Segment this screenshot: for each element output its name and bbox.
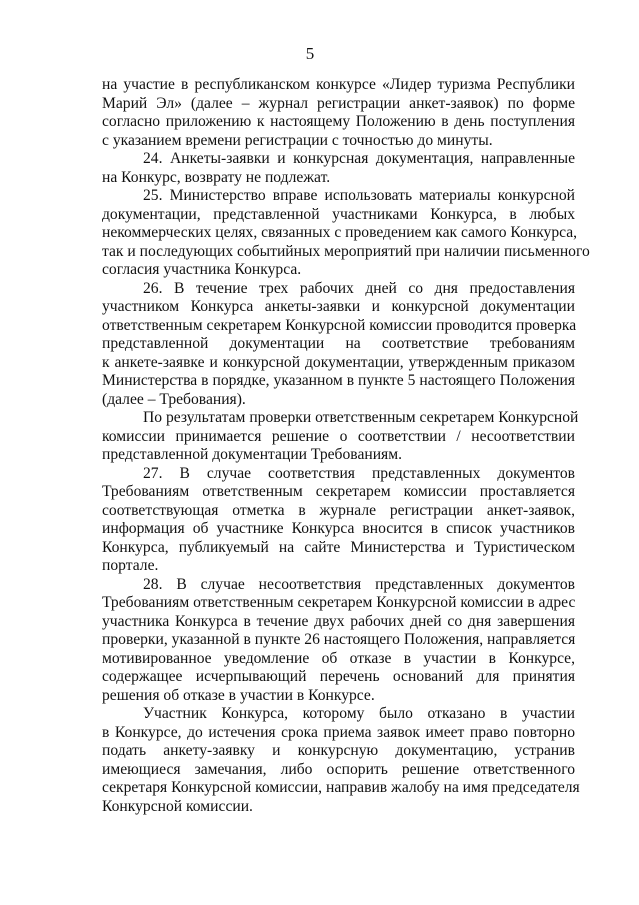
text-line: информация об участнике Конкурса вносится в список участников xyxy=(102,520,575,537)
text-line: решения об отказе в участии в Конкурсе. xyxy=(102,686,375,704)
text-line: имеющиеся замечания, либо оспорить решение ответственного xyxy=(102,760,575,778)
paragraph-25 xyxy=(102,187,590,280)
text-line: к анкете-заявке и конкурсной документации, утвержденным приказом xyxy=(102,353,575,371)
paragraph-27 xyxy=(102,465,575,576)
text-line: так и последующих событийных мероприятий при наличии письменного xyxy=(102,242,590,260)
text-line: (далее – Требования). xyxy=(102,390,246,408)
text-line: Требованиям ответственным секретарем комиссии проставляется xyxy=(102,483,575,500)
text-line: на Конкурс, возврату не подлежат. xyxy=(102,168,331,186)
text-line: участника Конкурса в течение двух рабочих дней со дня завершения xyxy=(102,612,575,630)
text-line: содержащее исчерпывающий перечень оснований для принятия xyxy=(102,668,575,685)
text-line: с указанием времени регистрации с точностью до минуты. xyxy=(102,131,493,149)
text-line: представленной документации на соответствие требованиям xyxy=(102,335,575,352)
text-line: портале. xyxy=(102,557,159,574)
document-body xyxy=(102,76,590,816)
text-line: участником Конкурса анкеты-заявки и конкурсной документации xyxy=(102,298,575,315)
text-line: Требованиям ответственным секретарем Конкурсной комиссии в адрес xyxy=(102,594,576,611)
text-line: соответствующая отметка в журнале регистрации анкет-заявок, xyxy=(102,501,575,519)
text-line: подать анкету-заявку и конкурсную документацию, устранив xyxy=(102,742,575,759)
text-line: некоммерческих целях, связанных с проведением как самого Конкурса, xyxy=(102,224,578,241)
paragraph-28 xyxy=(102,576,575,706)
text-line: Конкурса, публикуемый на сайте Министерства и Туристическом xyxy=(102,538,575,556)
text-line: 27. В случае соответствия представленных документов xyxy=(143,464,575,482)
text-line: мотивированное уведомление об отказе в участии в Конкурсе, xyxy=(102,649,575,667)
text-line: Министерства в порядке, указанном в пункте 5 настоящего Положения xyxy=(102,372,575,389)
text-line: на участие в республиканском конкурсе «Лидер туризма Республики xyxy=(102,76,575,93)
text-line: документации, представленной участниками Конкурса, в любых xyxy=(102,205,575,223)
text-line: Конкурсной комиссии. xyxy=(102,797,253,815)
page-number: 5 xyxy=(305,44,315,63)
text-line: согласия участника Конкурса. xyxy=(102,261,302,278)
text-line: секретаря Конкурсной комиссии, направив жалобу на имя председателя xyxy=(102,779,580,796)
text-line: 24. Анкеты-заявки и конкурсная документация, направленные xyxy=(143,150,575,167)
text-line: проверки, указанной в пункте 26 настоящего Положения, направляется xyxy=(102,631,576,648)
paragraph-28-rejected-participant xyxy=(102,705,580,816)
text-line: Участник Конкурса, которому было отказано в участии xyxy=(143,705,575,722)
paragraph-24 xyxy=(102,150,575,187)
text-line: По результатам проверки ответственным секретарем Конкурсной xyxy=(143,409,579,426)
paragraph-26-results xyxy=(102,409,579,465)
text-line: 25. Министерство вправе использовать материалы конкурсной xyxy=(143,187,575,204)
text-line: 26. В течение трех рабочих дней со дня предоставления xyxy=(143,279,575,297)
text-line: комиссии принимается решение о соответствии / несоответствии xyxy=(102,427,575,445)
text-line: ответственным секретарем Конкурсной комиссии проводится проверка xyxy=(102,316,577,334)
paragraph-26 xyxy=(102,280,575,410)
paragraph-continuation xyxy=(102,76,575,150)
text-line: 28. В случае несоответствия представленных документов xyxy=(143,575,575,593)
text-line: в Конкурсе, до истечения срока приема заявок имеет право повторно xyxy=(102,723,575,741)
text-line: Марий Эл» (далее – журнал регистрации анкет-заявок) по форме xyxy=(102,94,575,112)
text-line: представленной документации Требованиям. xyxy=(102,446,402,463)
text-line: согласно приложению к настоящему Положению в день поступления xyxy=(102,113,575,130)
